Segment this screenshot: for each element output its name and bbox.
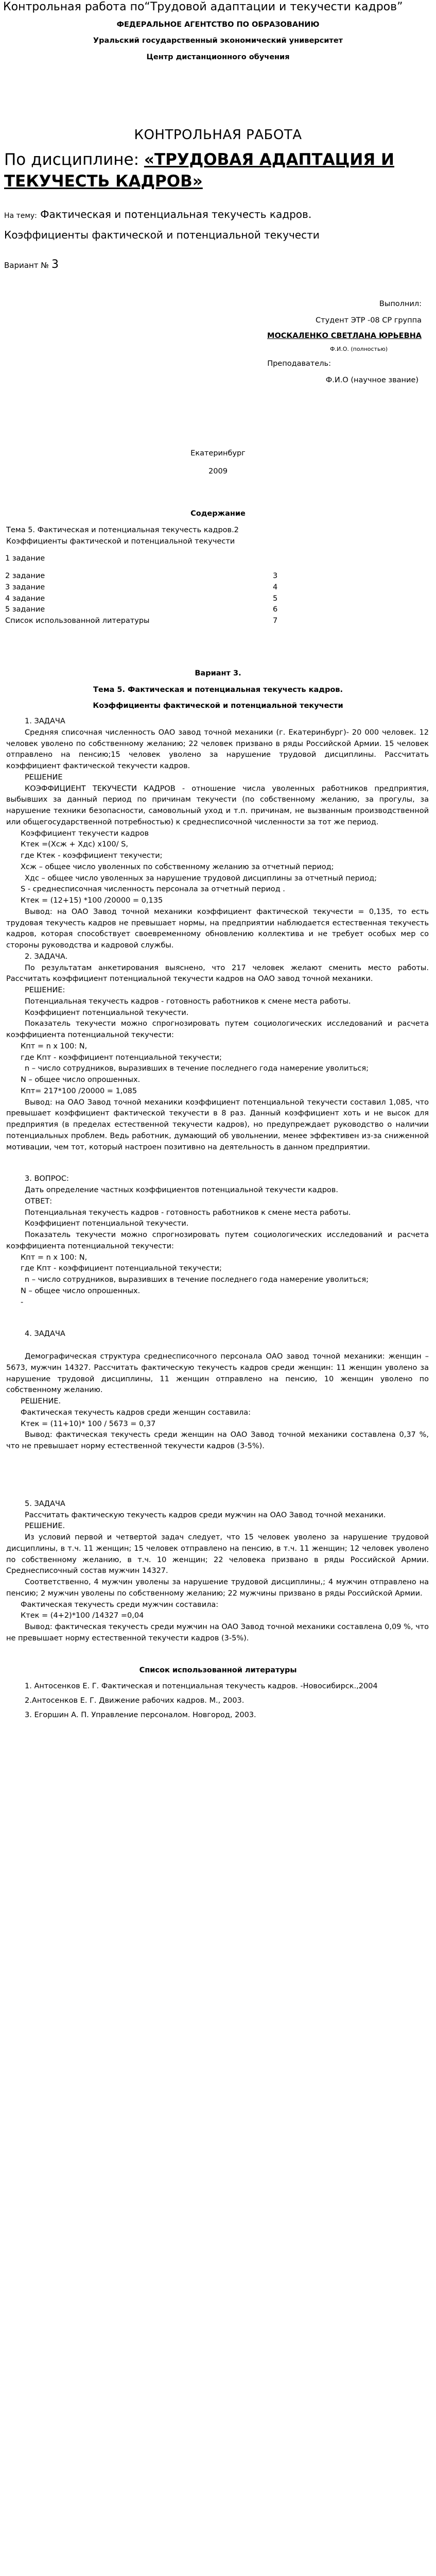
- task-3-legend-3: N – общее число опрошенных.: [21, 1286, 141, 1295]
- discipline-name: «ТРУДОВАЯ АДАПТАЦИЯ И ТЕКУЧЕСТЬ КАДРОВ»: [4, 150, 394, 191]
- task-1-legend-1: где Ктек - коэффициент текучести;: [21, 852, 163, 860]
- toc-row: 1 задание: [5, 554, 45, 563]
- year: 2009: [208, 467, 228, 476]
- center-name: Центр дистанционного обучения: [146, 53, 290, 61]
- task-2-solution-label: РЕШЕНИЕ:: [25, 986, 65, 995]
- literature-title: Список использованной литературы: [139, 1666, 297, 1674]
- toc-row: 4 задание 5: [5, 594, 278, 603]
- task-5-calc: Ктек = (4+2)*100 /14327 =0,04: [21, 1612, 144, 1620]
- task-4-heading: 4. ЗАДАЧА: [25, 1330, 65, 1338]
- task-1-text: Средняя списочная численность ОАО завод точной механики (г. Екатеринбург)- 20 000 человек. 12 человек уволено по собственному желанию; 22 человек призвано в ряды Российской Армии. 15 человек отправлено на пенсию;15 человек уволено за нарушение трудовой дисциплины. Рассчитать коэффициент фактической текучести кадров.: [6, 728, 429, 771]
- literature-item: 1. Антосенков Е. Г. Фактическая и потенциальная текучесть кадров. -Новосибирск.,2004: [25, 1682, 378, 1691]
- task-5-solution-label: РЕШЕНИЕ.: [25, 1522, 65, 1531]
- teacher-label: Преподаватель:: [267, 360, 331, 368]
- fio-full: Ф.И.О. (полностью): [330, 345, 388, 352]
- task-3-heading: 3. ВОПРОС:: [25, 1175, 69, 1183]
- theme-line-2: Коэффициенты фактической и потенциальной текучести: [4, 229, 320, 242]
- task-5-text: Рассчитать фактическую текучесть кадров среди мужчин на ОАО Завод точной механики.: [25, 1511, 386, 1519]
- theme: [4, 207, 434, 222]
- literature-item: 3. Егоршин А. П. Управление персоналом. Новгород, 2003.: [25, 1710, 256, 1719]
- task-3-coef-label: Коэффициент потенциальной текучести.: [25, 1219, 189, 1228]
- discipline-prefix: По дисциплине:: [4, 150, 139, 169]
- task-4-text: Демографическая структура среднесписочного персонала ОАО завод точной механики: женщин – 5673, мужчин 14327. Рассчитать фактическую текучесть кадров среди женщин: 11 женщин уволено за нарушение трудовой дисциплины, 11 женщин отправлено на пенсию, 10 женщин уволено по собственному желанию.: [6, 1352, 429, 1395]
- theme-label: На тему:: [4, 212, 37, 221]
- task-1-legend-2: Хсж – общее число уволенных по собственному желанию за отчетный период;: [21, 862, 334, 871]
- task-4-coef-label: Фактическая текучесть кадров среди женщин составила:: [21, 1408, 251, 1417]
- variant-number: 3: [51, 258, 59, 272]
- task-2-definition: Потенциальная текучесть кадров - готовность работников к смене места работы.: [25, 997, 351, 1006]
- variant-label: Вариант №: [4, 261, 49, 270]
- task-2-formula: Кпт = n х 100: N,: [21, 1042, 88, 1050]
- task-1-calc: Ктек = (12+15) *100 /20000 = 0,135: [21, 896, 163, 905]
- discipline: [4, 149, 434, 193]
- task-2-calc: Кпт= 217*100 /20000 = 1,085: [21, 1087, 137, 1095]
- task-3-dash: -: [21, 1298, 24, 1307]
- task-1-solution-label: РЕШЕНИЕ: [25, 773, 63, 782]
- student-name: МОСКАЛЕНКО СВЕТЛАНА ЮРЬЕВНА: [267, 331, 422, 340]
- task-4-calc: Ктек = (11+10)* 100 / 5673 = 0,37: [21, 1419, 156, 1428]
- task-5-paragraph-2: Соответственно, 4 мужчин уволены за нарушение трудовой дисциплины,; 4 мужчин отправлено на пенсию; 2 мужчин уволены по собственному желанию; 22 мужчины призвано в ряды Российской Армии.: [6, 1578, 429, 1598]
- task-5-coef-label: Фактическая текучесть среди мужчин составила:: [21, 1600, 219, 1609]
- toc-row: 2 задание 3: [5, 572, 278, 581]
- task-3-definition: Потенциальная текучесть кадров - готовность работников к смене места работы.: [25, 1208, 351, 1217]
- task-5-paragraph-1: Из условий первой и четвертой задач следует, что 15 человек уволено за нарушение трудовой дисциплины, в т.ч. 11 женщин; 15 человек отправлено на пенсию, в т.ч. 11 женщин; 12 человек уволено по собственному желанию, в т.ч. 10 женщин; 22 человека призвано в ряды Российской Армии. Среднесписочный состав мужчин 14327.: [6, 1533, 429, 1575]
- task-2-text: По результатам анкетирования выяснено, что 217 человек желают сменить место работы. Рассчитать коэффициент потенциальной текучести кадров на ОАО завод точной механики.: [6, 963, 429, 984]
- task-2-legend-1: где Кпт - коэффициент потенциальной текучести;: [21, 1053, 222, 1062]
- task-2-heading: 2. ЗАДАЧА.: [25, 952, 68, 961]
- done-label: Выполнил:: [379, 300, 422, 309]
- task-1-formula: Ктек =(Хсж + Хдс) х100/ S,: [21, 840, 128, 849]
- task-1-definition: КОЭФФИЦИЕНТ ТЕКУЧЕСТИ КАДРОВ - отношение числа уволенных работников предприятия, выбывших за данный период по причинам текучести (по собственному желанию, за прогулы, за нарушение техники безопасности, самовольный уход и т.п. причинам, не вызванным производственной или общегосударственной потребностью) к среднесписочной численности за тот же период.: [6, 784, 429, 826]
- theme-title: Тема 5. Фактическая и потенциальная текучесть кадров.: [93, 685, 343, 694]
- city: Екатеринбург: [190, 449, 246, 457]
- task-3-legend-2: n – число сотрудников, выразивших в течение последнего года намерение уволиться;: [25, 1276, 369, 1284]
- toc-row: 3 задание 4: [5, 583, 278, 591]
- variant: [4, 256, 434, 273]
- task-4-solution-label: РЕШЕНИЕ.: [21, 1397, 61, 1406]
- task-4-conclusion: Вывод: фактическая текучесть среди женщин на ОАО Завод точной механики составлена 0,37 %, что не превышает норму естественной текучести кадров (3-5%).: [6, 1431, 429, 1451]
- university-name: Уральский государственный экономический университет: [93, 37, 343, 45]
- task-2-conclusion: Вывод: на ОАО Завод точной механики коэффициент потенциальной текучести составил 1,085, что превышает коэффициент фактической текучести в 8 раз. Данный коэффициент хоть и не высок для предприятия (в пределах естественной текучести кадров), но предупреждает руководство о наличии потенциальных проблем. Ведь работник, думающий об увольнении, менее эффективен из-за сниженной мотивации, чем тот, который настроен позитивно на деятельность в данном предприятии.: [6, 1098, 429, 1151]
- toc-title: Содержание: [190, 510, 246, 518]
- task-5-conclusion: Вывод: фактическая текучесть среди мужчин на ОАО Завод точной механики составлена 0,09 %, что не превышает норму естественной текучести кадров (3-5%).: [6, 1623, 429, 1642]
- toc-theme-2: Коэффициенты фактической и потенциальной текучести: [6, 537, 235, 546]
- task-1-heading: 1. ЗАДАЧА: [25, 717, 65, 726]
- literature-item: 2.Антосенков Е. Г. Движение рабочих кадров. М., 2003.: [25, 1697, 245, 1705]
- theme-line-1: Фактическая и потенциальная текучесть кадров.: [40, 208, 312, 221]
- task-3-answer-label: ОТВЕТ:: [25, 1197, 53, 1206]
- agency-name: ФЕДЕРАЛЬНОЕ АГЕНТСТВО ПО ОБРАЗОВАНИЮ: [116, 20, 320, 29]
- task-1-conclusion: Вывод: на ОАО Завод точной механики коэффициент фактической текучести = 0,135, то есть трудовая текучесть кадров не превышает нормы, на предприятии наблюдается естественная текучесть кадров, которая способствует своевременному обновлению коллектива и не требует особых мер со стороны руководства и кадровой службы.: [6, 907, 429, 950]
- document-title: Контрольная работа по“Трудовой адаптации и текучести кадров”: [3, 1, 403, 13]
- task-2-paragraph: Показатель текучести можно спрогнозировать путем социологических исследований и расчета коэффициента потенциальной текучести:: [6, 1020, 429, 1040]
- task-1-legend-4: S - среднесписочная численность персонала за отчетный период .: [21, 885, 285, 894]
- work-type: КОНТРОЛЬНАЯ РАБОТА: [134, 127, 302, 143]
- toc-row: 5 задание 6: [5, 605, 278, 614]
- task-3-question: Дать определение частных коэффициентов потенциальной текучести кадров.: [25, 1186, 338, 1195]
- toc-row: Список использованной литературы 7: [5, 617, 278, 625]
- fio-title: Ф.И.О (научное звание): [325, 376, 418, 384]
- toc-theme: Тема 5. Фактическая и потенциальная текучесть кадров.2: [6, 526, 239, 534]
- task-3-legend-1: где Кпт - коэффициент потенциальной текучести;: [21, 1264, 222, 1273]
- theme-subtitle: Коэффициенты фактической и потенциальной текучести: [93, 702, 343, 710]
- task-2-legend-3: N – общее число опрошенных.: [21, 1076, 141, 1084]
- student-line: Студент ЭТР -08 СР группа: [316, 316, 422, 325]
- task-1-coef-label: Коэффициент текучести кадров: [21, 829, 149, 838]
- task-1-legend-3: Хдс – общее число уволенных за нарушение трудовой дисциплины за отчетный период;: [25, 874, 377, 883]
- variant-title: Вариант 3.: [195, 669, 241, 677]
- task-3-formula: Кпт = n х 100: N,: [21, 1253, 88, 1262]
- task-2-coef-label: Коэффициент потенциальной текучести.: [25, 1008, 189, 1017]
- task-2-legend-2: n – число сотрудников, выразивших в течение последнего года намерение уволиться;: [25, 1064, 369, 1073]
- task-5-heading: 5. ЗАДАЧА: [25, 1499, 65, 1508]
- task-3-paragraph: Показатель текучести можно спрогнозировать путем социологических исследований и расчета коэффициента потенциальной текучести:: [6, 1231, 429, 1250]
